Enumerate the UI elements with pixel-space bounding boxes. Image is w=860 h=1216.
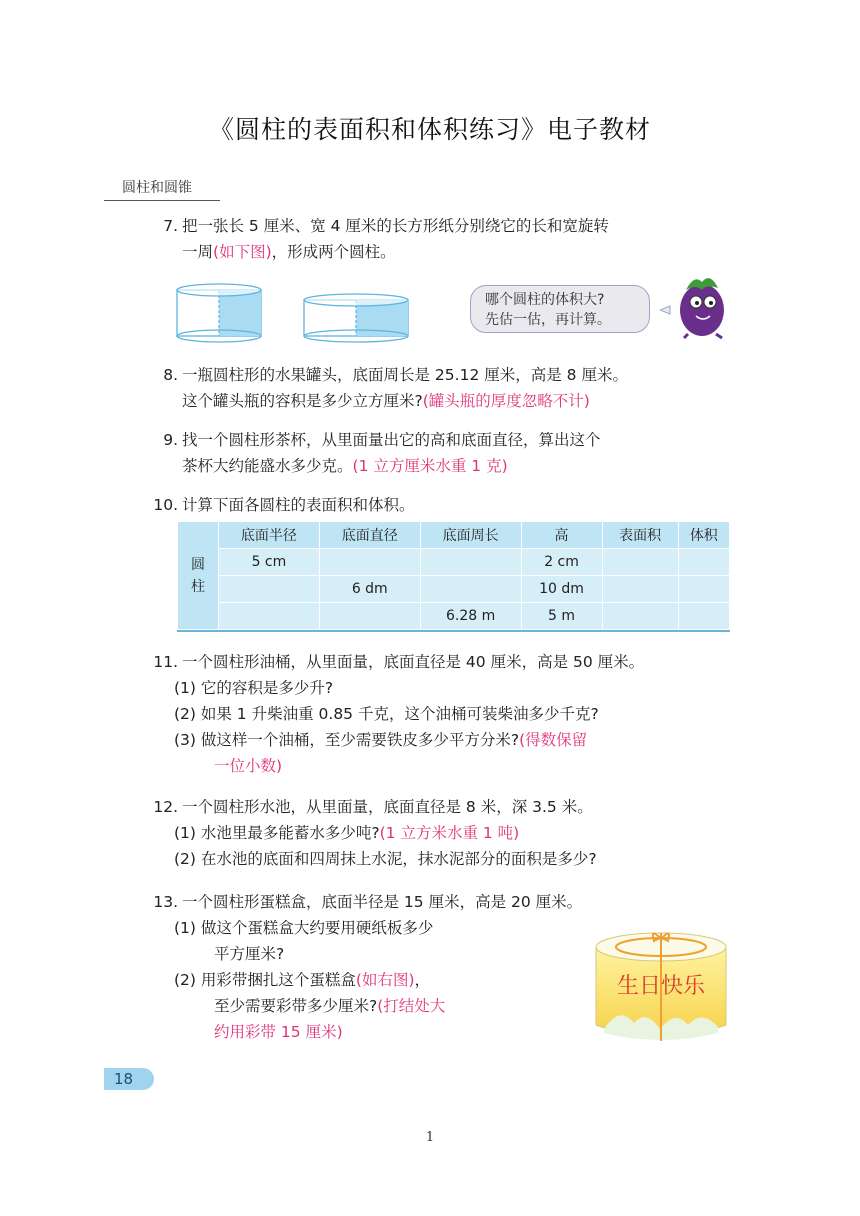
problem-11-q3-text: (3) 做这样一个油桶，至少需要铁皮多少平方分米? — [174, 731, 520, 749]
problem-11 — [146, 649, 644, 779]
problem-8-line1 — [146, 362, 628, 388]
problem-9-hint: (1 立方厘米水重 1 克) — [352, 457, 508, 475]
table-cell — [319, 603, 420, 630]
problem-11-q1: (1) 它的容积是多少升? — [174, 679, 334, 697]
problem-12-q1 — [146, 820, 597, 846]
problem-7-line2 — [146, 239, 609, 265]
problem-12-line1 — [146, 794, 597, 820]
problem-7-line1 — [146, 213, 609, 239]
tall-cylinder-figure — [175, 282, 265, 346]
problem-8-hint: (罐头瓶的厚度忽略不计) — [422, 392, 590, 410]
problem-8-text2: 这个罐头瓶的容积是多少立方厘米? — [182, 392, 423, 410]
table-cell: 6.28 m — [420, 603, 521, 630]
table-cell — [219, 576, 320, 603]
problem-number: 13. — [153, 893, 178, 911]
problem-11-q2: (2) 如果 1 升柴油重 0.85 千克，这个油桶可装柴油多少千克? — [174, 705, 599, 723]
problem-number: 11. — [153, 653, 178, 671]
table-cell — [420, 576, 521, 603]
problem-13-q2-text: (2) 用彩带捆扎这个蛋糕盒 — [174, 971, 356, 989]
table-header-cell: 高 — [521, 522, 602, 549]
page-number-tab: 18 — [104, 1068, 154, 1090]
problem-13-text: 一个圆柱形蛋糕盒，底面半径是 15 厘米，高是 20 厘米。 — [182, 893, 583, 911]
problem-10 — [146, 492, 415, 518]
table-header-cell: 底面半径 — [219, 522, 320, 549]
table-cell — [420, 549, 521, 576]
problem-7-text: 把一张长 5 厘米、宽 4 厘米的长方形纸分别绕它的长和宽旋转 — [182, 217, 609, 235]
problem-11-q3 — [146, 727, 644, 753]
table-side-label — [178, 522, 219, 630]
cake-box-figure — [590, 925, 732, 1049]
problem-13-q2-hint2: (打结处大 — [377, 997, 446, 1015]
table-cell — [319, 549, 420, 576]
table-cell: 5 cm — [219, 549, 320, 576]
table-cell — [602, 549, 678, 576]
table-cell: 2 cm — [521, 549, 602, 576]
problem-7-text3: ，形成两个圆柱。 — [271, 243, 396, 261]
problem-9-text2: 茶杯大约能盛水多少克。 — [182, 457, 353, 475]
problem-13-q2-cont — [146, 993, 582, 1019]
table-cell: 10 dm — [521, 576, 602, 603]
problem-number: 8. — [163, 366, 178, 384]
table-row — [178, 549, 730, 576]
problem-9 — [146, 427, 601, 479]
table-header-cell: 体积 — [678, 522, 729, 549]
problem-8-text: 一瓶圆柱形的水果罐头，底面周长是 25.12 厘米，高是 8 厘米。 — [182, 366, 628, 384]
problem-13-q2 — [146, 967, 582, 993]
problem-7-hint: (如下图) — [213, 243, 272, 261]
problem-9-line1 — [146, 427, 601, 453]
problem-11-q3-hint: (得数保留 — [519, 731, 588, 749]
table-side-label-text: 圆柱 — [191, 556, 205, 595]
problem-12-q2: (2) 在水池的底面和四周抹上水泥，抹水泥部分的面积是多少? — [174, 850, 597, 868]
problem-11-line1 — [146, 649, 644, 675]
problem-9-text: 找一个圆柱形茶杯，从里面量出它的高和底面直径，算出这个 — [182, 431, 601, 449]
problem-10-line1 — [146, 492, 415, 518]
problem-8-line2 — [146, 388, 628, 414]
cake-label: 生日快乐 — [616, 974, 706, 999]
speech-bubble — [470, 285, 650, 333]
bubble-line2: 先估一估，再计算。 — [485, 312, 611, 328]
problem-12-text: 一个圆柱形水池，从里面量，底面直径是 8 米，深 3.5 米。 — [182, 798, 593, 816]
problem-13-q1-cont: 平方厘米? — [214, 945, 285, 963]
eggplant-mascot-icon — [660, 270, 735, 340]
problem-13-q2-hint: (如右图) — [355, 971, 415, 989]
table-cell — [678, 549, 729, 576]
table-cell — [219, 603, 320, 630]
problem-9-line2 — [146, 453, 601, 479]
problem-number: 12. — [153, 798, 178, 816]
page-footer-number: 1 — [425, 1130, 435, 1145]
problem-13 — [146, 889, 582, 1045]
problem-13-line1 — [146, 889, 582, 915]
cylinder-table — [177, 521, 730, 630]
problem-7 — [146, 213, 609, 265]
table-header-cell: 表面积 — [602, 522, 678, 549]
problem-12-q1-text: (1) 水池里最多能蓄水多少吨? — [174, 824, 380, 842]
table-cell — [602, 603, 678, 630]
problem-11-text: 一个圆柱形油桶，从里面量，底面直径是 40 厘米，高是 50 厘米。 — [182, 653, 645, 671]
table-row — [178, 576, 730, 603]
table-cell — [678, 576, 729, 603]
problem-13-q2-text2: 至少需要彩带多少厘米? — [214, 997, 378, 1015]
problem-8 — [146, 362, 628, 414]
bubble-line1: 哪个圆柱的体积大? — [485, 292, 605, 308]
table-bottom-border — [177, 630, 730, 632]
problem-7-text2: 一周 — [182, 243, 214, 261]
section-header — [104, 177, 220, 201]
table-row — [178, 603, 730, 630]
table-cell: 5 m — [521, 603, 602, 630]
table-header-row — [178, 522, 730, 549]
problem-number: 9. — [163, 431, 178, 449]
table-header-cell: 底面周长 — [420, 522, 521, 549]
document-title: 《圆柱的表面积和体积练习》电子教材 — [208, 115, 651, 144]
problem-11-q3-hint-cont: 一位小数) — [214, 757, 283, 775]
table-cell — [602, 576, 678, 603]
table-cell — [678, 603, 729, 630]
problem-10-text: 计算下面各圆柱的表面积和体积。 — [182, 496, 415, 514]
table-header-cell: 底面直径 — [319, 522, 420, 549]
problem-13-q1: (1) 做这个蛋糕盒大约要用硬纸板多少 — [174, 919, 434, 937]
problem-number: 7. — [163, 217, 178, 235]
problem-number: 10. — [153, 496, 178, 514]
short-cylinder-figure — [302, 292, 410, 346]
problem-13-q2-comma: ， — [414, 971, 431, 989]
problem-13-q2-hint-cont: 约用彩带 15 厘米) — [214, 1023, 343, 1041]
problem-12 — [146, 794, 597, 872]
problem-12-q1-hint: (1 立方米水重 1 吨) — [379, 824, 520, 842]
section-header-label: 圆柱和圆锥 — [122, 180, 192, 196]
table-cell: 6 dm — [319, 576, 420, 603]
